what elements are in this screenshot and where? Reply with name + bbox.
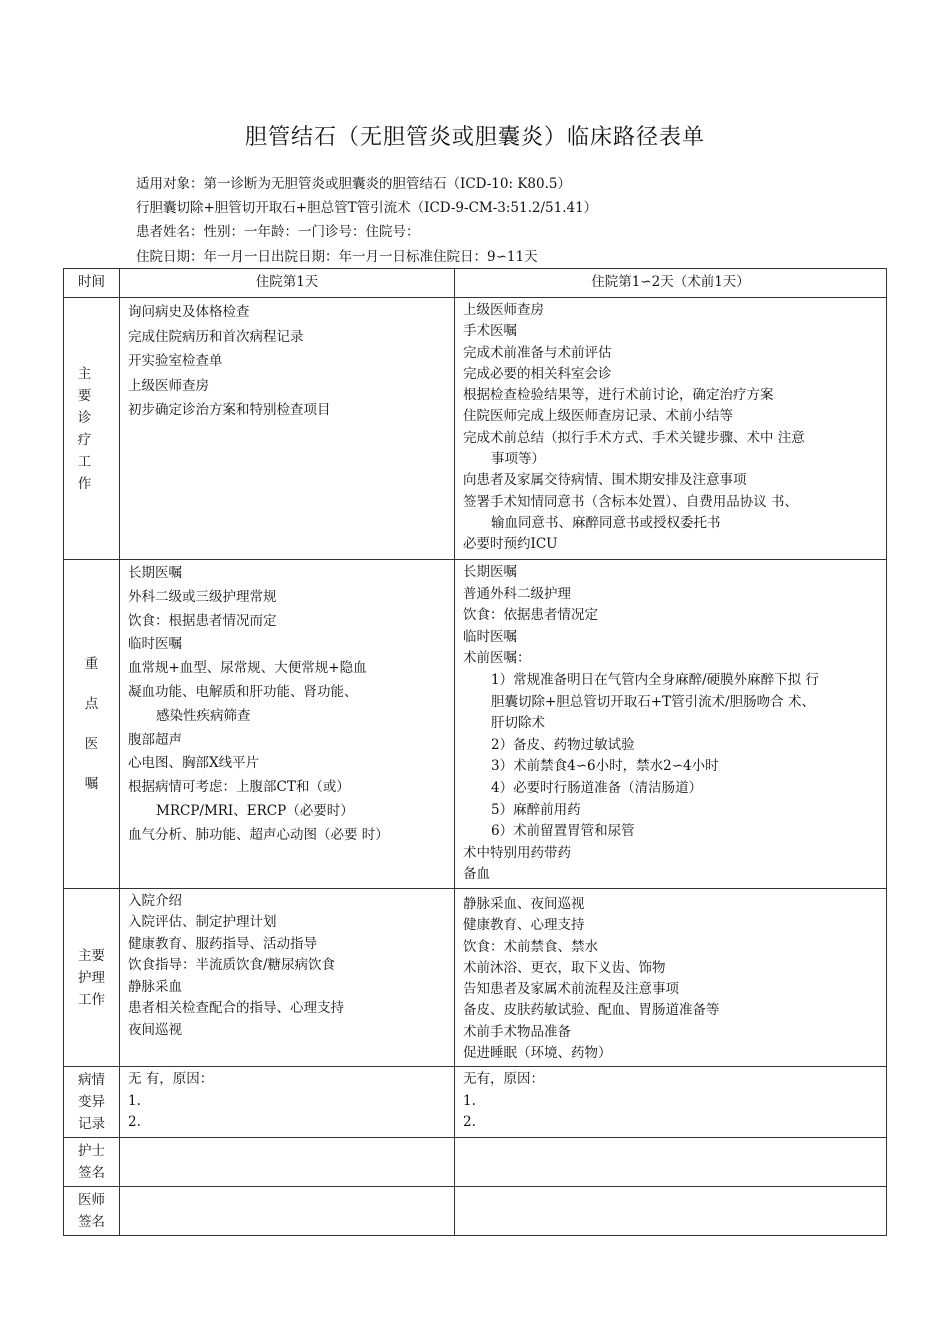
list-item: 健康教育、服药指导、活动指导 — [128, 935, 317, 952]
list-item: 根据检查检验结果等，进行术前讨论，确定治疗方案 — [463, 387, 774, 404]
list-item: 临时医嘱 — [128, 636, 182, 653]
list-item: 6）术前留置胃管和尿管 — [491, 823, 635, 840]
applicable-scope: 适用对象：第一诊断为无胆管炎或胆囊炎的胆管结石（ICD-10: K80.5） — [136, 176, 571, 192]
list-item: 血气分析、肺功能、超声心动图（必要 时） — [128, 826, 389, 843]
list-item: 凝血功能、电解质和肝功能、肾功能、 — [128, 683, 358, 700]
variance-line-1: 1. — [128, 1092, 141, 1109]
list-item: 肝切除术 — [491, 715, 545, 732]
header-day1: 住院第1天 — [120, 269, 455, 298]
row-label-variance: 病情 变异 记录 — [64, 1067, 120, 1138]
list-item: 夜间巡视 — [128, 1021, 182, 1038]
doctor-sign-day2-field[interactable] — [455, 1187, 887, 1236]
variance-day2-cell — [455, 1067, 887, 1138]
row-nurse-signature — [64, 1138, 887, 1187]
orders-day2-cell — [455, 560, 887, 889]
row-doctor-signature — [64, 1187, 887, 1236]
list-item: 输血同意书、麻醉同意书或授权委托书 — [491, 514, 721, 531]
list-item: 腹部超声 — [128, 731, 182, 748]
diagnosis-day1-cell — [120, 298, 455, 560]
list-item: 向患者及家属交待病情、围术期安排及注意事项 — [463, 472, 747, 489]
list-item: 临时医嘱 — [463, 628, 517, 645]
list-item: 普通外科二级护理 — [463, 585, 571, 602]
list-item: 3）术前禁食4∽6小时，禁水2∽4小时 — [491, 758, 719, 775]
list-item: 感染性疾病筛查 — [156, 707, 251, 724]
clinical-pathway-table — [63, 268, 887, 1236]
row-variance-record — [64, 1067, 887, 1138]
doctor-sign-day1-field[interactable] — [120, 1187, 455, 1236]
list-item: 心电图、胸部X线平片 — [128, 755, 260, 772]
list-item: 术中特别用药带药 — [463, 844, 571, 861]
list-item: 初步确定诊治方案和特别检查项目 — [128, 402, 331, 418]
list-item: 长期医嘱 — [463, 564, 517, 580]
row-label-diagnosis: 主 要 诊 疗 工 作 — [64, 298, 120, 560]
list-item: 血常规+血型、尿常规、大便常规+隐血 — [128, 660, 367, 677]
list-item: 饮食：根据患者情况而定 — [128, 612, 277, 629]
row-label-nurse-sign: 护士 签名 — [64, 1138, 120, 1187]
header-time: 时间 — [64, 269, 120, 298]
list-item: 术前医嘱： — [463, 650, 531, 667]
list-item: 签署手术知情同意书（含标本处置）、自费用品协议 书、 — [463, 493, 799, 510]
nurse-sign-day1-field[interactable] — [120, 1138, 455, 1187]
list-item: 备皮、皮肤药敏试验、配血、胃肠道准备等 — [463, 1002, 720, 1019]
list-item: 患者相关检查配合的指导、心理支持 — [128, 1000, 344, 1017]
diagnosis-day2-cell — [455, 298, 887, 560]
list-item: 开实验室检查单 — [128, 353, 223, 369]
list-item: 5）麻醉前用药 — [491, 801, 581, 818]
list-item: 住院医师完成上级医师查房记录、术前小结等 — [463, 408, 733, 425]
list-item: 1）常规准备明日在气管内全身麻醉/硬膜外麻醉下拟 行 — [491, 671, 819, 688]
variance-line-2: 2. — [128, 1114, 141, 1131]
list-item: 2）备皮、药物过敏试验 — [491, 736, 635, 753]
row-nursing-work — [64, 888, 887, 1066]
list-item: 胆囊切除+胆总管切开取石+T管引流术/胆肠吻合 术、 — [491, 693, 815, 710]
patient-info-line: 患者姓名：性别：一年龄：一门诊号：住院号： — [136, 224, 420, 240]
list-item: 外科二级或三级护理常规 — [128, 588, 277, 605]
list-item: 上级医师查房 — [463, 302, 544, 318]
variance-option: 无 有，原因： — [128, 1071, 214, 1088]
list-item: MRCP/MRI、ERCP（必要时） — [156, 802, 354, 819]
list-item: 静脉采血、夜间巡视 — [463, 895, 585, 912]
page-title: 胆管结石（无胆管炎或胆囊炎）临床路径表单 — [244, 125, 705, 150]
list-item: 上级医师查房 — [128, 377, 209, 394]
row-key-orders — [64, 560, 887, 889]
variance-line-2: 2. — [463, 1114, 476, 1131]
list-item: 告知患者及家属术前流程及注意事项 — [463, 981, 679, 998]
header-day2: 住院第1∽2天（术前1天） — [455, 269, 887, 298]
variance-line-1: 1. — [463, 1092, 476, 1109]
list-item: 完成术前准备与术前评估 — [463, 344, 612, 361]
list-item: 饮食：术前禁食、禁水 — [463, 938, 598, 955]
list-item: 询问病史及体格检查 — [128, 304, 250, 320]
list-item: 事项等） — [491, 451, 545, 468]
procedure-line: 行胆囊切除+胆管切开取石+胆总管T管引流术（ICD-9-CM-3:51.2/51.41） — [136, 200, 598, 216]
list-item: 健康教育、心理支持 — [463, 917, 585, 934]
list-item: 完成术前总结（拟行手术方式、手术关键步骤、术中 注意 — [463, 429, 805, 446]
list-item: 术前沐浴、更衣，取下义齿、饰物 — [463, 959, 666, 976]
row-label-doctor-sign: 医师 签名 — [64, 1187, 120, 1236]
row-label-nursing: 主要 护理 工作 — [64, 888, 120, 1066]
list-item: 根据病情可考虑：上腹部CT和（或） — [128, 779, 350, 796]
list-item: 静脉采血 — [128, 978, 182, 995]
list-item: 术前手术物品准备 — [463, 1023, 571, 1040]
list-item: 饮食指导：半流质饮食/糖尿病饮食 — [128, 957, 336, 974]
list-item: 促进睡眠（环境、药物） — [463, 1044, 612, 1061]
list-item: 入院介绍 — [128, 892, 182, 909]
nurse-sign-day2-field[interactable] — [455, 1138, 887, 1187]
list-item: 手术医嘱 — [463, 323, 517, 340]
orders-day1-cell — [120, 560, 455, 889]
list-item: 必要时预约ICU — [463, 536, 558, 553]
list-item: 4）必要时行肠道准备（清洁肠道） — [491, 779, 703, 796]
header-row — [64, 269, 887, 298]
variance-day1-cell — [120, 1067, 455, 1138]
nursing-day2-cell — [455, 888, 887, 1066]
list-item: 完成住院病历和首次病程记录 — [128, 328, 304, 345]
list-item: 入院评估、制定护理计划 — [128, 914, 277, 931]
variance-option: 无有，原因： — [463, 1071, 544, 1088]
list-item: 完成必要的相关科室会诊 — [463, 365, 612, 382]
list-item: 备血 — [463, 866, 490, 883]
row-label-orders: 重 点 医 嘱 — [64, 560, 120, 889]
list-item: 饮食：依据患者情况定 — [463, 607, 598, 624]
row-diagnosis-work — [64, 298, 887, 560]
nursing-day1-cell — [120, 888, 455, 1066]
admission-dates-line: 住院日期：年一月一日出院日期：年一月一日标准住院日：9∽11天 — [136, 249, 538, 265]
list-item: 长期医嘱 — [128, 565, 182, 581]
